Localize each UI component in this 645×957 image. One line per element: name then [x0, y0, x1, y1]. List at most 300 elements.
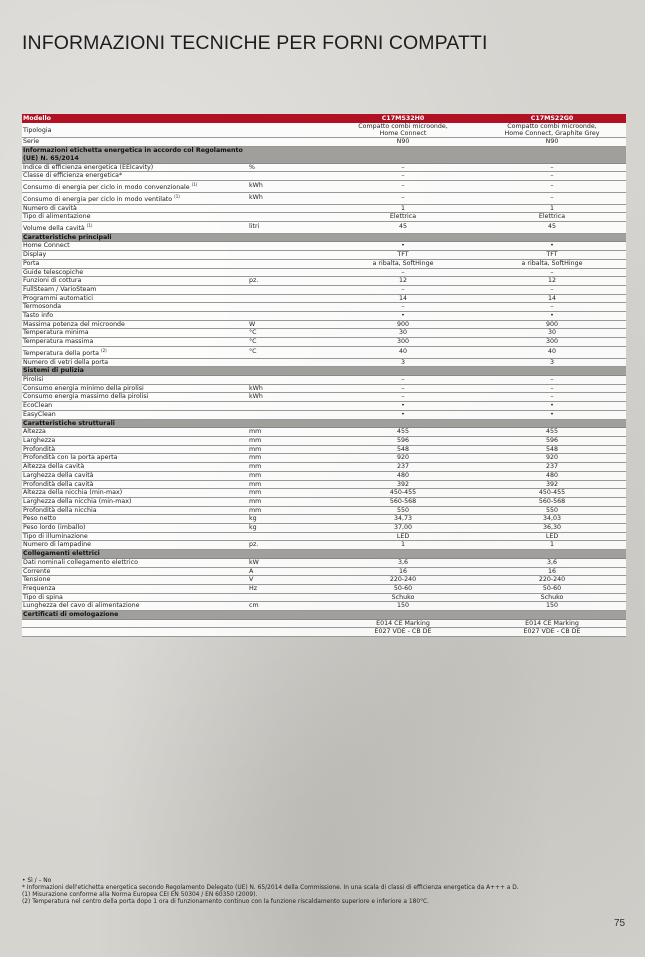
row-value-model-2: 237 [477, 463, 626, 472]
row-value-model-1: E014 CE Marking [328, 619, 477, 628]
row-label [22, 410, 248, 419]
row-unit [248, 204, 328, 213]
row-unit [248, 138, 328, 147]
row-label-text: Altezza della cavità [23, 463, 85, 471]
footnote-line: • Sì / – No [22, 878, 52, 884]
row-unit [248, 619, 328, 628]
row-value-model-2: 12 [477, 277, 626, 286]
row-unit: mm [248, 489, 328, 498]
row-label-text: Display [23, 251, 47, 259]
row-label-text: Porta [23, 259, 40, 267]
row-value-model-2: 30 [477, 329, 626, 338]
row-unit: kg [248, 524, 328, 533]
row-label [22, 338, 248, 347]
row-value-model-1: • [328, 242, 477, 251]
row-label-text: Numero di vetri della porta [23, 358, 109, 366]
table-row [22, 180, 626, 192]
row-label-text: Profondità con la porta aperta [23, 454, 118, 462]
row-value-model-1: 40 [328, 346, 477, 358]
section-header-row [22, 147, 626, 163]
row-unit: kWh [248, 393, 328, 402]
row-value-model-2: 3,6 [477, 558, 626, 567]
table-row [22, 436, 626, 445]
row-label-text: Classe di efficienza energetica* [23, 172, 123, 180]
row-value-model-1: Schuko [328, 593, 477, 602]
row-label-text: Consumo di energia per ciclo in modo convenzionale [23, 184, 190, 192]
table-row [22, 303, 626, 312]
row-label [22, 346, 248, 358]
row-label-text: Temperatura minima [23, 329, 89, 337]
row-value-model-2: TFT [477, 251, 626, 260]
row-value-model-2: • [477, 242, 626, 251]
row-value-model-2: – [477, 384, 626, 393]
row-unit: pz. [248, 277, 328, 286]
row-value-model-2: 150 [477, 602, 626, 611]
row-value-model-1: Compatto combi microonde, Home Connect [328, 123, 477, 138]
row-label-text: Funzioni di cottura [23, 277, 82, 285]
row-label-text: Peso lordo (imballo) [23, 524, 86, 532]
row-unit [248, 312, 328, 321]
row-label-text: Lunghezza del cavo di alimentazione [23, 602, 140, 610]
row-value-model-1: 596 [328, 436, 477, 445]
row-value-model-2: 455 [477, 428, 626, 437]
row-label [22, 602, 248, 611]
row-value-model-1: TFT [328, 251, 477, 260]
row-label [22, 402, 248, 411]
row-value-model-1: a ribalta, SoftHinge [328, 259, 477, 268]
row-label-text: Home Connect [23, 242, 70, 250]
row-unit: A [248, 567, 328, 576]
table-row [22, 268, 626, 277]
table-row [22, 192, 626, 204]
row-value-model-2: Elettrica [477, 213, 626, 222]
row-label [22, 329, 248, 338]
row-label [22, 376, 248, 385]
table-row [22, 567, 626, 576]
row-label [22, 489, 248, 498]
row-label-text: Pirolisi [23, 376, 44, 384]
row-value-model-1: 392 [328, 480, 477, 489]
table-row [22, 204, 626, 213]
row-unit [248, 376, 328, 385]
row-unit [248, 402, 328, 411]
row-value-model-2: 40 [477, 346, 626, 358]
row-label [22, 180, 248, 192]
row-label-text: Larghezza della cavità [23, 471, 94, 479]
row-value-model-1: E027 VDE - CB DE [328, 628, 477, 637]
row-label-text: Temperatura massima [23, 338, 94, 346]
table-row [22, 628, 626, 637]
row-value-model-1: 3 [328, 358, 477, 367]
row-value-model-1: • [328, 402, 477, 411]
row-label [22, 285, 248, 294]
row-value-model-1: 37,00 [328, 524, 477, 533]
header-model-1: C17MS32H0 [328, 114, 477, 123]
row-label-text: Volume della cavità [23, 225, 85, 233]
row-value-model-2: E014 CE Marking [477, 619, 626, 628]
row-value-model-2: Compatto combi microonde, Home Connect, Graphite Grey [477, 123, 626, 138]
row-label-text: Consumo energia massimo della pirolisi [23, 393, 149, 401]
row-label-text: EcoClean [23, 402, 53, 410]
table-row [22, 576, 626, 585]
row-label-text: Indice di efficienza energetica (EEIcavity) [23, 163, 154, 171]
row-value-model-2: 300 [477, 338, 626, 347]
row-label-text: Guide telescopiche [23, 268, 84, 276]
page-title: INFORMAZIONI TECNICHE PER FORNI COMPATTI [22, 32, 488, 54]
row-unit: kWh [248, 384, 328, 393]
row-label-text: Tensione [23, 576, 51, 584]
table-row [22, 320, 626, 329]
section-title: Informazioni etichetta energetica in accordo col Regolamento (UE) N. 65/2014 [22, 147, 626, 163]
section-header-row [22, 367, 626, 376]
row-value-model-1: – [328, 376, 477, 385]
row-value-model-2: 480 [477, 471, 626, 480]
row-value-model-2: 50-60 [477, 584, 626, 593]
row-label-text: Numero di lampadine [23, 541, 91, 549]
table-row [22, 346, 626, 358]
row-label [22, 463, 248, 472]
row-unit: °C [248, 346, 328, 358]
row-value-model-1: Elettrica [328, 213, 477, 222]
row-value-model-2: – [477, 172, 626, 181]
footnote-ref: (1) [86, 222, 93, 228]
table-row [22, 463, 626, 472]
row-value-model-1: • [328, 410, 477, 419]
row-value-model-1: 920 [328, 454, 477, 463]
row-label-text: Profondità [23, 445, 56, 453]
row-unit: % [248, 163, 328, 172]
row-value-model-2: a ribalta, SoftHinge [477, 259, 626, 268]
row-value-model-1: 300 [328, 338, 477, 347]
row-label [22, 436, 248, 445]
table-row [22, 593, 626, 602]
row-value-model-2: 16 [477, 567, 626, 576]
row-unit [248, 213, 328, 222]
footnote-line: (2) Temperatura nel centro della porta dopo 1 ora di funzionamento continuo con la funzione riscaldamento superiore e inferiore a 180°C. [22, 898, 430, 905]
row-unit: mm [248, 497, 328, 506]
row-label [22, 515, 248, 524]
header-label: Modello [22, 114, 248, 123]
row-label-text: Larghezza [23, 436, 56, 444]
row-value-model-2: – [477, 192, 626, 204]
row-label [22, 204, 248, 213]
row-unit: kW [248, 558, 328, 567]
row-unit: mm [248, 506, 328, 515]
table-row [22, 402, 626, 411]
table-row [22, 285, 626, 294]
row-value-model-2: – [477, 180, 626, 192]
row-value-model-1: 450-455 [328, 489, 477, 498]
row-label [22, 138, 248, 147]
row-unit [248, 259, 328, 268]
row-value-model-2: • [477, 410, 626, 419]
row-value-model-2: 596 [477, 436, 626, 445]
row-value-model-1: 560-568 [328, 497, 477, 506]
row-label [22, 628, 248, 637]
table-row [22, 480, 626, 489]
row-label [22, 471, 248, 480]
specs-table [22, 114, 626, 637]
row-unit [248, 303, 328, 312]
row-label-text: Tasto info [23, 312, 54, 320]
table-row [22, 524, 626, 533]
table-row [22, 410, 626, 419]
row-label [22, 213, 248, 222]
row-unit: W [248, 320, 328, 329]
page-number: 75 [614, 918, 626, 929]
row-label [22, 259, 248, 268]
row-unit [248, 410, 328, 419]
row-label [22, 294, 248, 303]
table-row [22, 506, 626, 515]
table-row [22, 384, 626, 393]
row-label-text: Tipo di illuminazione [23, 532, 88, 540]
row-unit: cm [248, 602, 328, 611]
row-value-model-2: 220-240 [477, 576, 626, 585]
row-unit [248, 532, 328, 541]
table-row [22, 259, 626, 268]
row-value-model-1: 150 [328, 602, 477, 611]
row-value-model-2: 14 [477, 294, 626, 303]
row-value-model-1: 3,6 [328, 558, 477, 567]
row-label-text: Tipo di spina [23, 593, 63, 601]
row-value-model-1: – [328, 192, 477, 204]
row-label-text: Programmi automatici [23, 294, 94, 302]
row-value-model-1: – [328, 303, 477, 312]
table-row [22, 445, 626, 454]
row-label-text: Termosonda [23, 303, 62, 311]
row-unit [248, 242, 328, 251]
row-label [22, 268, 248, 277]
row-label-text: Consumo energia minimo della pirolisi [23, 384, 144, 392]
row-unit: litri [248, 221, 328, 233]
section-title: Caratteristiche principali [22, 233, 626, 242]
row-unit: mm [248, 463, 328, 472]
row-value-model-1: 220-240 [328, 576, 477, 585]
row-label [22, 312, 248, 321]
row-label-text: Larghezza della nicchia (min-max) [23, 497, 132, 505]
row-unit [248, 172, 328, 181]
row-label [22, 358, 248, 367]
row-label [22, 584, 248, 593]
row-unit: mm [248, 436, 328, 445]
section-header-row [22, 419, 626, 428]
row-value-model-1: – [328, 172, 477, 181]
row-value-model-2: 1 [477, 541, 626, 550]
table-row [22, 277, 626, 286]
row-label-text: EasyClean [23, 410, 56, 418]
row-unit: V [248, 576, 328, 585]
row-label-text: Tipologia [23, 126, 52, 134]
row-label [22, 221, 248, 233]
row-value-model-2: 34,03 [477, 515, 626, 524]
table-row [22, 294, 626, 303]
table-row [22, 558, 626, 567]
footnote-line: (1) Misurazione conforme alla Norma Europea CEI EN 50304 / EN 60350 (2009). [22, 891, 258, 898]
row-value-model-1: 12 [328, 277, 477, 286]
row-value-model-1: 45 [328, 221, 477, 233]
table-row [22, 584, 626, 593]
table-row [22, 123, 626, 138]
row-unit [248, 251, 328, 260]
row-value-model-2: • [477, 402, 626, 411]
row-unit: mm [248, 428, 328, 437]
row-value-model-2: 450-455 [477, 489, 626, 498]
row-value-model-1: 14 [328, 294, 477, 303]
row-value-model-1: 455 [328, 428, 477, 437]
row-value-model-2: – [477, 163, 626, 172]
row-label-text: Altezza della nicchia (min-max) [23, 489, 123, 497]
row-label [22, 445, 248, 454]
row-unit: mm [248, 480, 328, 489]
row-value-model-2: E027 VDE - CB DE [477, 628, 626, 637]
footnote-line: * Informazioni dell'etichetta energetica secondo Regolamento Delegato (UE) N. 65/2014 della Commissione. In una scala di classi di efficienza energetica da A+++ a D. [22, 884, 519, 891]
row-value-model-2: 392 [477, 480, 626, 489]
table-row [22, 172, 626, 181]
row-unit [248, 123, 328, 138]
row-value-model-1: 16 [328, 567, 477, 576]
row-label [22, 320, 248, 329]
table-row [22, 251, 626, 260]
table-row [22, 602, 626, 611]
row-value-model-2: 550 [477, 506, 626, 515]
section-header-row [22, 611, 626, 620]
footnote-ref: (1) [191, 181, 198, 187]
table-row [22, 221, 626, 233]
row-label [22, 558, 248, 567]
row-label [22, 172, 248, 181]
row-value-model-1: – [328, 393, 477, 402]
row-value-model-1: LED [328, 532, 477, 541]
row-unit [248, 268, 328, 277]
row-label [22, 541, 248, 550]
row-label [22, 454, 248, 463]
table-row [22, 471, 626, 480]
row-unit: mm [248, 471, 328, 480]
row-value-model-1: – [328, 384, 477, 393]
table-row [22, 393, 626, 402]
table-row [22, 312, 626, 321]
table-row [22, 619, 626, 628]
row-label-text: Tipo di alimentazione [23, 213, 91, 221]
section-header-row [22, 233, 626, 242]
row-unit [248, 294, 328, 303]
row-unit: °C [248, 329, 328, 338]
row-value-model-2: LED [477, 532, 626, 541]
table-header-row [22, 114, 626, 123]
row-value-model-2: – [477, 393, 626, 402]
row-value-model-1: 480 [328, 471, 477, 480]
row-unit: Hz [248, 584, 328, 593]
row-value-model-1: 30 [328, 329, 477, 338]
row-value-model-2: • [477, 312, 626, 321]
table-row [22, 532, 626, 541]
table-row [22, 138, 626, 147]
row-label [22, 480, 248, 489]
row-label [22, 524, 248, 533]
table-row [22, 541, 626, 550]
row-value-model-2: 920 [477, 454, 626, 463]
table-row [22, 489, 626, 498]
row-unit: mm [248, 445, 328, 454]
row-value-model-2: – [477, 285, 626, 294]
row-label-text: Serie [23, 138, 40, 146]
row-label [22, 593, 248, 602]
row-unit: mm [248, 454, 328, 463]
row-label [22, 619, 248, 628]
row-value-model-1: 237 [328, 463, 477, 472]
row-label-text: Frequenza [23, 584, 56, 592]
table-row [22, 329, 626, 338]
row-value-model-1: 1 [328, 541, 477, 550]
table-row [22, 358, 626, 367]
table-row [22, 213, 626, 222]
row-label [22, 303, 248, 312]
table-row [22, 163, 626, 172]
row-value-model-1: 550 [328, 506, 477, 515]
table-row [22, 376, 626, 385]
row-unit: pz. [248, 541, 328, 550]
row-label [22, 242, 248, 251]
header-unit [248, 114, 328, 123]
table-row [22, 497, 626, 506]
table-row [22, 428, 626, 437]
row-label-text: Dati nominali collegamento elettrico [23, 558, 138, 566]
footnote-ref: (1) [174, 193, 180, 199]
row-label [22, 428, 248, 437]
footnotes [22, 878, 622, 906]
row-value-model-2: 36,30 [477, 524, 626, 533]
table-row [22, 454, 626, 463]
row-value-model-1: • [328, 312, 477, 321]
row-label-text: Numero di cavità [23, 204, 77, 212]
row-label [22, 393, 248, 402]
row-value-model-1: 1 [328, 204, 477, 213]
row-unit: °C [248, 338, 328, 347]
row-value-model-2: – [477, 376, 626, 385]
row-label-text: Temperatura della porta [23, 349, 100, 357]
row-unit: kWh [248, 192, 328, 204]
row-value-model-2: 3 [477, 358, 626, 367]
row-unit [248, 628, 328, 637]
row-value-model-1: – [328, 163, 477, 172]
table-row [22, 338, 626, 347]
specs-table-container [22, 114, 626, 637]
row-value-model-2: 900 [477, 320, 626, 329]
row-value-model-2: 560-568 [477, 497, 626, 506]
section-title: Sistemi di pulizia [22, 367, 626, 376]
row-value-model-2: 45 [477, 221, 626, 233]
table-row [22, 242, 626, 251]
row-label [22, 277, 248, 286]
row-label [22, 384, 248, 393]
row-unit [248, 593, 328, 602]
row-label-text: FullSteam / VarioSteam [23, 285, 97, 293]
table-row [22, 515, 626, 524]
row-value-model-1: – [328, 268, 477, 277]
row-unit: kg [248, 515, 328, 524]
row-label [22, 192, 248, 204]
row-label [22, 576, 248, 585]
header-model-2: C17MS22G0 [477, 114, 626, 123]
footnote-ref: (2) [101, 347, 107, 353]
row-unit [248, 358, 328, 367]
section-header-row [22, 550, 626, 559]
row-unit [248, 285, 328, 294]
row-label [22, 567, 248, 576]
section-title: Certificati di omologazione [22, 611, 626, 620]
row-label-text: Peso netto [23, 515, 57, 523]
